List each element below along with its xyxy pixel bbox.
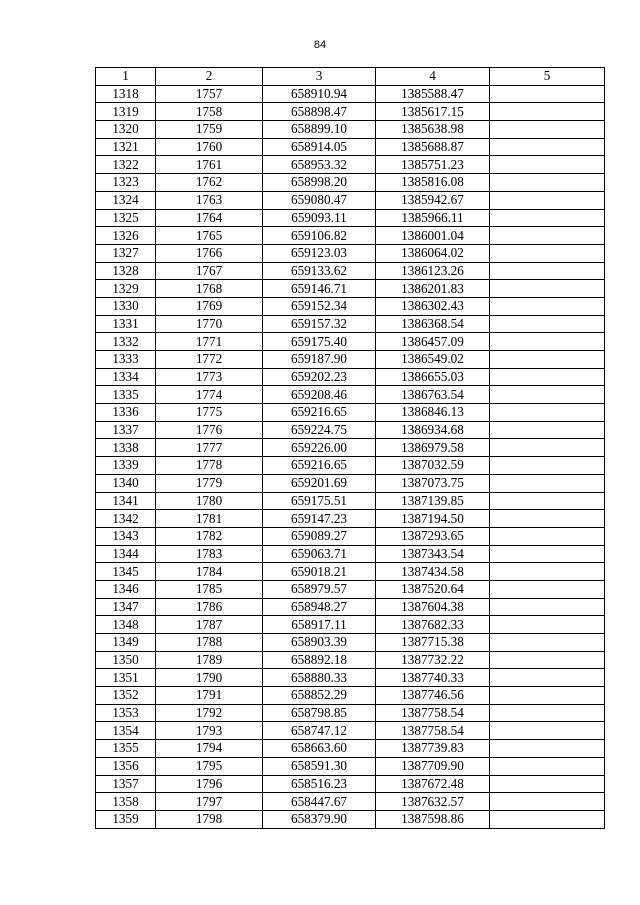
table-cell-col-3: 659152.34: [263, 297, 376, 315]
table-cell-col-3: 658747.12: [263, 722, 376, 740]
table-cell-col-2: 1781: [156, 510, 263, 528]
table-cell-col-5: [490, 280, 605, 298]
table-cell-col-3: 659147.23: [263, 510, 376, 528]
table-cell-col-4: 1386123.26: [376, 262, 490, 280]
table-row: [96, 457, 605, 475]
table-cell-col-4: 1387740.33: [376, 669, 490, 687]
table-cell-col-3: 659018.21: [263, 563, 376, 581]
table-cell-col-2: 1794: [156, 740, 263, 758]
table-row: [96, 209, 605, 227]
table-row: [96, 404, 605, 422]
table-cell-col-3: 659202.23: [263, 368, 376, 386]
table-cell-col-1: 1352: [96, 687, 156, 705]
table-cell-col-4: 1387598.86: [376, 810, 490, 828]
table-cell-col-2: 1765: [156, 227, 263, 245]
table-cell-col-4: 1387520.64: [376, 580, 490, 598]
table-row: [96, 669, 605, 687]
table-cell-col-1: 1357: [96, 775, 156, 793]
table-cell-col-5: [490, 404, 605, 422]
table-row: [96, 368, 605, 386]
table-cell-col-5: [490, 492, 605, 510]
table-cell-col-1: 1334: [96, 368, 156, 386]
table-cell-col-5: [490, 439, 605, 457]
table-cell-col-2: 1791: [156, 687, 263, 705]
table-cell-col-4: 1386201.83: [376, 280, 490, 298]
table-cell-col-5: [490, 527, 605, 545]
table-cell-col-3: 659106.82: [263, 227, 376, 245]
table-row: [96, 244, 605, 262]
table-cell-col-1: 1350: [96, 651, 156, 669]
table-cell-col-5: [490, 545, 605, 563]
table-cell-col-1: 1342: [96, 510, 156, 528]
table-cell-col-5: [490, 121, 605, 139]
table-cell-col-4: 1387758.54: [376, 722, 490, 740]
table-row: [96, 156, 605, 174]
table-cell-col-3: 659123.03: [263, 244, 376, 262]
table-cell-col-2: 1779: [156, 474, 263, 492]
table-cell-col-2: 1776: [156, 421, 263, 439]
table-cell-col-3: 658948.27: [263, 598, 376, 616]
table-cell-col-4: 1386763.54: [376, 386, 490, 404]
table-cell-col-3: 659226.00: [263, 439, 376, 457]
table-cell-col-3: 658917.11: [263, 616, 376, 634]
table-row: [96, 510, 605, 528]
table-cell-col-5: [490, 85, 605, 103]
table-cell-col-2: 1796: [156, 775, 263, 793]
table-row: [96, 227, 605, 245]
table-cell-col-2: 1792: [156, 704, 263, 722]
page-number: 84: [313, 39, 327, 51]
table-row: [96, 297, 605, 315]
table-cell-col-3: 659216.65: [263, 457, 376, 475]
table-cell-col-2: 1759: [156, 121, 263, 139]
table-cell-col-5: [490, 315, 605, 333]
table-cell-col-5: [490, 810, 605, 828]
table-row: [96, 103, 605, 121]
table-cell-col-5: [490, 580, 605, 598]
table-cell-col-2: 1789: [156, 651, 263, 669]
column-header-3: 3: [263, 68, 376, 86]
table-cell-col-5: [490, 740, 605, 758]
table-cell-col-1: 1341: [96, 492, 156, 510]
table-cell-col-1: 1336: [96, 404, 156, 422]
table-cell-col-5: [490, 262, 605, 280]
table-cell-col-1: 1338: [96, 439, 156, 457]
table-cell-col-1: 1324: [96, 191, 156, 209]
table-cell-col-3: 659175.51: [263, 492, 376, 510]
table-cell-col-3: 658953.32: [263, 156, 376, 174]
table-cell-col-5: [490, 722, 605, 740]
table-cell-col-1: 1346: [96, 580, 156, 598]
table-cell-col-5: [490, 386, 605, 404]
table-cell-col-1: 1340: [96, 474, 156, 492]
table-cell-col-2: 1797: [156, 793, 263, 811]
table-row: [96, 740, 605, 758]
table-cell-col-2: 1758: [156, 103, 263, 121]
table-cell-col-4: 1387032.59: [376, 457, 490, 475]
table-cell-col-4: 1386001.04: [376, 227, 490, 245]
table-cell-col-2: 1786: [156, 598, 263, 616]
table-cell-col-5: [490, 598, 605, 616]
table-row: [96, 121, 605, 139]
table-cell-col-1: 1335: [96, 386, 156, 404]
table-cell-col-4: 1385816.08: [376, 174, 490, 192]
table-cell-col-3: 659157.32: [263, 315, 376, 333]
table-cell-col-2: 1767: [156, 262, 263, 280]
table-cell-col-3: 658852.29: [263, 687, 376, 705]
table-cell-col-2: 1777: [156, 439, 263, 457]
table-cell-col-1: 1337: [96, 421, 156, 439]
table-cell-col-1: 1320: [96, 121, 156, 139]
table-cell-col-4: 1385942.67: [376, 191, 490, 209]
table-cell-col-3: 658798.85: [263, 704, 376, 722]
table-cell-col-4: 1385638.98: [376, 121, 490, 139]
table-cell-col-3: 658379.90: [263, 810, 376, 828]
table-cell-col-3: 659080.47: [263, 191, 376, 209]
table-cell-col-1: 1355: [96, 740, 156, 758]
table-cell-col-4: 1386655.03: [376, 368, 490, 386]
table-cell-col-2: 1774: [156, 386, 263, 404]
table-cell-col-3: 659133.62: [263, 262, 376, 280]
table-row: [96, 351, 605, 369]
table-cell-col-5: [490, 156, 605, 174]
table-row: [96, 280, 605, 298]
table-cell-col-4: 1387139.85: [376, 492, 490, 510]
table-cell-col-5: [490, 651, 605, 669]
table-cell-col-3: 658880.33: [263, 669, 376, 687]
table-cell-col-5: [490, 209, 605, 227]
table-cell-col-3: 658903.39: [263, 634, 376, 652]
table-cell-col-4: 1387672.48: [376, 775, 490, 793]
table-cell-col-2: 1768: [156, 280, 263, 298]
table-cell-col-1: 1319: [96, 103, 156, 121]
table-cell-col-5: [490, 563, 605, 581]
table-cell-col-3: 659216.65: [263, 404, 376, 422]
table-cell-col-1: 1353: [96, 704, 156, 722]
table-row: [96, 651, 605, 669]
table-cell-col-4: 1386934.68: [376, 421, 490, 439]
table-cell-col-5: [490, 457, 605, 475]
table-cell-col-3: 659063.71: [263, 545, 376, 563]
table-cell-col-3: 658591.30: [263, 757, 376, 775]
table-cell-col-2: 1764: [156, 209, 263, 227]
table-cell-col-1: 1354: [96, 722, 156, 740]
table-cell-col-2: 1761: [156, 156, 263, 174]
table-row: [96, 810, 605, 828]
table-row: [96, 757, 605, 775]
table-cell-col-5: [490, 421, 605, 439]
table-cell-col-1: 1327: [96, 244, 156, 262]
table-cell-col-2: 1795: [156, 757, 263, 775]
table-header-row: [96, 68, 605, 86]
table-cell-col-5: [490, 333, 605, 351]
table-cell-col-4: 1385617.15: [376, 103, 490, 121]
table-cell-col-3: 658892.18: [263, 651, 376, 669]
table-cell-col-1: 1333: [96, 351, 156, 369]
table-cell-col-2: 1769: [156, 297, 263, 315]
table-cell-col-2: 1778: [156, 457, 263, 475]
column-header-4: 4: [376, 68, 490, 86]
column-header-2: 2: [156, 68, 263, 86]
table-cell-col-1: 1356: [96, 757, 156, 775]
table-cell-col-1: 1339: [96, 457, 156, 475]
table-cell-col-2: 1757: [156, 85, 263, 103]
column-header-5: 5: [490, 68, 605, 86]
table-row: [96, 563, 605, 581]
table-body: [96, 85, 605, 828]
table-cell-col-5: [490, 244, 605, 262]
table-cell-col-2: 1780: [156, 492, 263, 510]
table-cell-col-4: 1387709.90: [376, 757, 490, 775]
table-cell-col-5: [490, 510, 605, 528]
table-row: [96, 315, 605, 333]
table-cell-col-3: 658998.20: [263, 174, 376, 192]
table-cell-col-5: [490, 474, 605, 492]
table-cell-col-1: 1322: [96, 156, 156, 174]
table-cell-col-5: [490, 757, 605, 775]
table-cell-col-2: 1785: [156, 580, 263, 598]
table-cell-col-1: 1345: [96, 563, 156, 581]
table-row: [96, 191, 605, 209]
table-cell-col-5: [490, 775, 605, 793]
table-row: [96, 439, 605, 457]
column-header-1: 1: [96, 68, 156, 86]
table-cell-col-5: [490, 103, 605, 121]
table-cell-col-2: 1771: [156, 333, 263, 351]
table-cell-col-2: 1766: [156, 244, 263, 262]
table-row: [96, 545, 605, 563]
table-cell-col-2: 1784: [156, 563, 263, 581]
table-cell-col-3: 658898.47: [263, 103, 376, 121]
table-row: [96, 722, 605, 740]
table-row: [96, 474, 605, 492]
table-cell-col-4: 1387739.83: [376, 740, 490, 758]
coordinates-table: [95, 67, 605, 829]
table-cell-col-1: 1318: [96, 85, 156, 103]
table-row: [96, 775, 605, 793]
table-cell-col-2: 1790: [156, 669, 263, 687]
table-cell-col-4: 1387343.54: [376, 545, 490, 563]
table-cell-col-4: 1387434.58: [376, 563, 490, 581]
table-cell-col-4: 1385588.47: [376, 85, 490, 103]
table-row: [96, 598, 605, 616]
table-row: [96, 492, 605, 510]
table-cell-col-3: 658663.60: [263, 740, 376, 758]
table-cell-col-4: 1386368.54: [376, 315, 490, 333]
table-cell-col-4: 1387715.38: [376, 634, 490, 652]
table-cell-col-5: [490, 297, 605, 315]
table-row: [96, 634, 605, 652]
table-cell-col-2: 1798: [156, 810, 263, 828]
table-cell-col-4: 1387632.57: [376, 793, 490, 811]
table-cell-col-3: 659175.40: [263, 333, 376, 351]
table-cell-col-1: 1349: [96, 634, 156, 652]
table-cell-col-4: 1385966.11: [376, 209, 490, 227]
table-cell-col-3: 658899.10: [263, 121, 376, 139]
table-cell-col-4: 1387073.75: [376, 474, 490, 492]
table-cell-col-4: 1387758.54: [376, 704, 490, 722]
table-cell-col-5: [490, 687, 605, 705]
table-row: [96, 704, 605, 722]
table-cell-col-2: 1762: [156, 174, 263, 192]
table-cell-col-4: 1386064.02: [376, 244, 490, 262]
table-cell-col-5: [490, 138, 605, 156]
table-cell-col-3: 659146.71: [263, 280, 376, 298]
table-cell-col-2: 1772: [156, 351, 263, 369]
table-row: [96, 793, 605, 811]
table-cell-col-3: 659201.69: [263, 474, 376, 492]
table-row: [96, 386, 605, 404]
table-cell-col-4: 1386302.43: [376, 297, 490, 315]
table-cell-col-1: 1330: [96, 297, 156, 315]
table-cell-col-1: 1347: [96, 598, 156, 616]
table-cell-col-1: 1328: [96, 262, 156, 280]
table-cell-col-5: [490, 368, 605, 386]
table-cell-col-3: 658910.94: [263, 85, 376, 103]
table-cell-col-4: 1387604.38: [376, 598, 490, 616]
table-cell-col-5: [490, 793, 605, 811]
table-cell-col-4: 1386846.13: [376, 404, 490, 422]
table-row: [96, 421, 605, 439]
table-cell-col-5: [490, 704, 605, 722]
table-cell-col-2: 1775: [156, 404, 263, 422]
table-cell-col-4: 1387746.56: [376, 687, 490, 705]
table-cell-col-3: 658516.23: [263, 775, 376, 793]
table-cell-col-5: [490, 191, 605, 209]
table-row: [96, 580, 605, 598]
table-cell-col-4: 1385688.87: [376, 138, 490, 156]
table-cell-col-3: 659187.90: [263, 351, 376, 369]
table-cell-col-1: 1348: [96, 616, 156, 634]
table-row: [96, 174, 605, 192]
table-cell-col-5: [490, 669, 605, 687]
table-row: [96, 333, 605, 351]
table-cell-col-4: 1387194.50: [376, 510, 490, 528]
table-cell-col-1: 1321: [96, 138, 156, 156]
table-row: [96, 262, 605, 280]
table-cell-col-3: 659208.46: [263, 386, 376, 404]
table-cell-col-2: 1787: [156, 616, 263, 634]
table-cell-col-1: 1331: [96, 315, 156, 333]
table-cell-col-3: 659224.75: [263, 421, 376, 439]
table-cell-col-1: 1332: [96, 333, 156, 351]
table-cell-col-2: 1770: [156, 315, 263, 333]
table-row: [96, 527, 605, 545]
table-cell-col-3: 659089.27: [263, 527, 376, 545]
table-cell-col-4: 1386549.02: [376, 351, 490, 369]
table-cell-col-1: 1329: [96, 280, 156, 298]
table-cell-col-2: 1760: [156, 138, 263, 156]
table-cell-col-1: 1358: [96, 793, 156, 811]
table-cell-col-3: 658914.05: [263, 138, 376, 156]
table-cell-col-1: 1323: [96, 174, 156, 192]
table-cell-col-4: 1387732.22: [376, 651, 490, 669]
table-cell-col-5: [490, 351, 605, 369]
table-cell-col-1: 1343: [96, 527, 156, 545]
table-cell-col-1: 1344: [96, 545, 156, 563]
table-row: [96, 85, 605, 103]
table-cell-col-4: 1386979.58: [376, 439, 490, 457]
table-cell-col-2: 1782: [156, 527, 263, 545]
table-cell-col-1: 1351: [96, 669, 156, 687]
table-cell-col-3: 658979.57: [263, 580, 376, 598]
table-cell-col-5: [490, 174, 605, 192]
table-cell-col-2: 1763: [156, 191, 263, 209]
table-cell-col-2: 1783: [156, 545, 263, 563]
table-cell-col-4: 1385751.23: [376, 156, 490, 174]
table-cell-col-1: 1325: [96, 209, 156, 227]
table-cell-col-5: [490, 227, 605, 245]
table-row: [96, 138, 605, 156]
table-cell-col-5: [490, 634, 605, 652]
table-cell-col-2: 1788: [156, 634, 263, 652]
table-cell-col-1: 1359: [96, 810, 156, 828]
table-row: [96, 616, 605, 634]
table-cell-col-3: 658447.67: [263, 793, 376, 811]
table-cell-col-4: 1386457.09: [376, 333, 490, 351]
table-row: [96, 687, 605, 705]
table-cell-col-1: 1326: [96, 227, 156, 245]
table-cell-col-4: 1387293.65: [376, 527, 490, 545]
table-cell-col-4: 1387682.33: [376, 616, 490, 634]
table-cell-col-2: 1773: [156, 368, 263, 386]
table-cell-col-3: 659093.11: [263, 209, 376, 227]
table-cell-col-2: 1793: [156, 722, 263, 740]
table-cell-col-5: [490, 616, 605, 634]
